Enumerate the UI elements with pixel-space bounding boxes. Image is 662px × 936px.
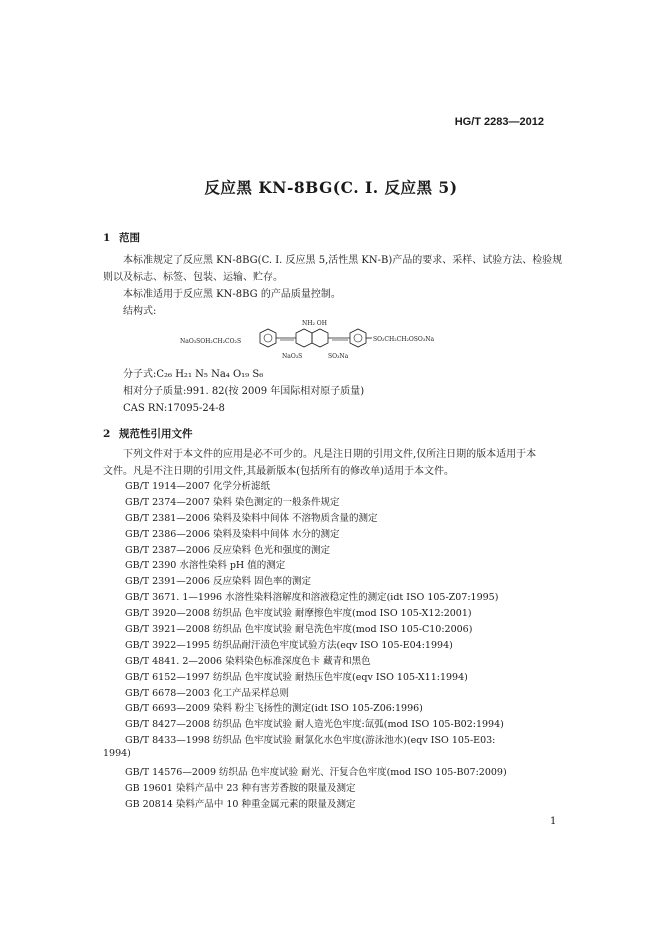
reference-item: GB/T 2387—2006 反应染料 色光和强度的测定 <box>125 544 331 556</box>
structural-formula <box>178 318 498 366</box>
text-line: 文件。凡是不注日期的引用文件,其最新版本(包括所有的修改单)适用于本文件。 <box>103 466 454 477</box>
scope-paragraph <box>103 252 563 320</box>
reference-item: GB/T 8433—1998 纺织品 色牢度试验 耐氯化水色牢度(游泳池水)(eqv ISO 105-E03: 1994) <box>103 735 496 760</box>
reference-item: GB 19601 染料产品中 23 种有害芳香胺的限量及测定 <box>125 782 356 794</box>
document-title: 反应黑 KN-8BG(C. I. 反应黑 5) <box>204 178 458 197</box>
text-line: 则以及标志、标签、包装、运输、贮存。 <box>103 272 283 283</box>
formula-left-group: NaO₃SOH₂CH₂CO₂S <box>180 338 242 345</box>
reference-item: GB/T 2390 水溶性染料 pH 值的测定 <box>125 560 286 572</box>
reference-item: GB/T 6693—2009 染料 粉尘飞扬性的测定(idt ISO 105-Z06:1996) <box>125 703 423 715</box>
standard-number: HG/T 2283—2012 <box>454 116 544 128</box>
formula-top-groups: NH₂ OH <box>302 320 327 327</box>
naphthalene-ring-b <box>312 329 328 347</box>
reference-item: GB/T 4841. 2—2006 染料染色标准深度色卡 藏青和黑色 <box>125 655 371 667</box>
benzene-ring-right <box>350 329 366 347</box>
compound-properties <box>103 366 563 417</box>
references-intro <box>103 446 563 480</box>
reference-item: GB/T 8427—2008 纺织品 色牢度试验 耐人造光色牢度:氙弧(mod ISO 105-B02:1994) <box>125 719 504 731</box>
text-line: 下列文件对于本文件的应用是必不可少的。凡是注日期的引用文件,仅所注日期的版本适用于本 <box>123 449 537 460</box>
reference-item: GB/T 2381—2006 染料及染料中间体 不溶物质含量的测定 <box>125 512 378 524</box>
reference-item: GB 20814 染料产品中 10 种重金属元素的限量及测定 <box>125 798 356 810</box>
reference-item: GB/T 3922—1995 纺织品耐汗渍色牢度试验方法(eqv ISO 105-E04:1994) <box>125 639 453 651</box>
section-number: 1 <box>103 232 111 244</box>
formula-right-group: SO₂CH₂CH₂OSO₃Na <box>373 336 435 343</box>
reference-item: GB/T 6678—2003 化工产品采样总则 <box>125 687 290 699</box>
reference-list <box>103 478 565 812</box>
aromatic-circle <box>264 334 272 342</box>
reference-item: GB/T 6152—1997 纺织品 色牢度试验 耐热压色牢度(eqv ISO 105-X11:1994) <box>125 671 468 683</box>
section-number: 2 <box>103 428 111 440</box>
reference-item: GB/T 2386—2006 染料及染料中间体 水分的测定 <box>125 528 340 540</box>
text-line: 本标准规定了反应黑 KN-8BG(C. I. 反应黑 5,活性黑 KN-B)产品的要求、采样、试验方法、检验规 <box>123 255 563 266</box>
molecular-mass: 相对分子质量:991. 82(按 2009 年国际相对原子质量) <box>123 386 365 397</box>
reference-spacer <box>125 748 565 764</box>
reference-item: GB/T 1914—2007 化学分析滤纸 <box>125 481 271 492</box>
aromatic-circle <box>354 334 362 342</box>
section-title: 规范性引用文件 <box>119 428 193 440</box>
formula-bottom-right: SO₃Na <box>328 353 349 360</box>
reference-item: GB/T 2374—2007 染料 染色测定的一般条件规定 <box>125 496 340 508</box>
molecular-formula: 分子式:C₂₆ H₂₁ N₅ Na₄ O₁₉ S₆ <box>123 369 264 380</box>
cas-number: CAS RN:17095-24-8 <box>123 403 225 414</box>
section-1-heading <box>103 230 140 245</box>
reference-item: GB/T 3921—2008 纺织品 色牢度试验 耐皂洗色牢度(mod ISO 105-C10:2006) <box>125 624 473 636</box>
text-line: 本标准适用于反应黑 KN-8BG 的产品质量控制。 <box>123 289 341 300</box>
benzene-ring-left <box>260 329 276 347</box>
reference-item: GB/T 14576—2009 纺织品 色牢度试验 耐光、汗复合色牢度(mod ISO 105-B07:2009) <box>125 767 507 779</box>
section-2-heading <box>103 426 193 441</box>
reference-continuation: 1994) <box>103 748 131 760</box>
reference-item: GB/T 3671. 1—1996 水溶性染料溶解度和溶液稳定性的测定(idt ISO 105-Z07:1995) <box>125 592 499 604</box>
formula-bottom-left: NaO₃S <box>282 353 303 360</box>
reference-item: GB/T 2391—2006 反应染料 固色率的测定 <box>125 576 312 588</box>
structure-label: 结构式: <box>123 306 157 317</box>
naphthalene-ring-a <box>296 329 312 347</box>
reference-item: GB/T 3920—2008 纺织品 色牢度试验 耐摩擦色牢度(mod ISO 105-X12:2001) <box>125 608 472 620</box>
page-number: 1 <box>550 816 557 827</box>
section-title: 范围 <box>119 232 140 244</box>
